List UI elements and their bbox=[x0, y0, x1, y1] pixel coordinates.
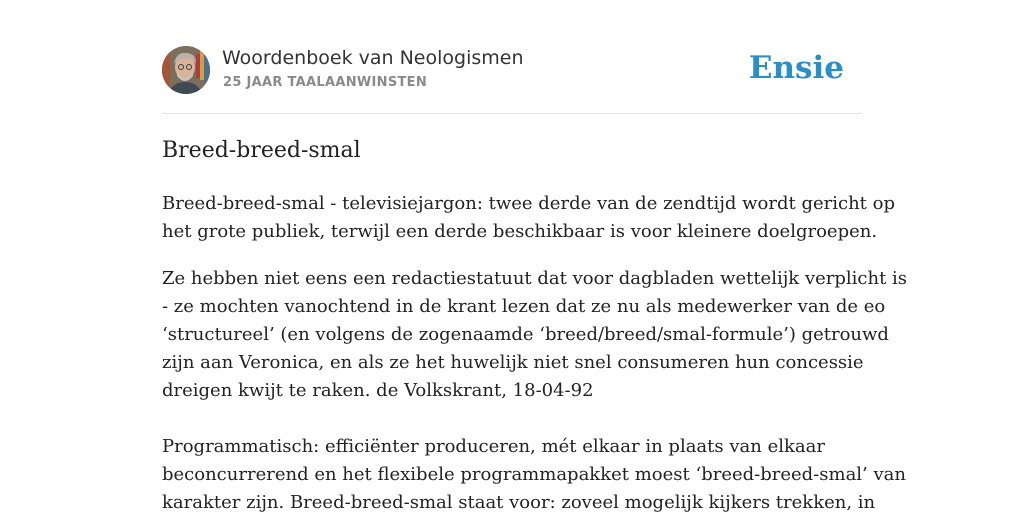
quote-line: ‘structureel’ (en volgens de zogenaamde ‘breed/breed/smal-formule’) getrouwd bbox=[162, 324, 889, 345]
author-portrait-icon bbox=[162, 46, 210, 94]
quote-line: Programmatisch: efficiënter produceren, mét elkaar in plaats van elkaar bbox=[162, 436, 825, 457]
quote-line: zijn aan Veronica, en als ze het huwelijk niet snel consumeren hun concessie bbox=[162, 352, 864, 373]
brand-logo[interactable]: Ensie bbox=[748, 50, 844, 86]
paragraph-line: Breed-breed-smal - televisiejargon: twee derde van de zendtijd wordt gericht op bbox=[162, 193, 895, 214]
definition-paragraph bbox=[162, 190, 895, 246]
quote-line: beconcurrerend en het flexibele programmapakket moest ‘breed-breed-smal’ van bbox=[162, 464, 906, 485]
quote-paragraph bbox=[162, 265, 908, 512]
quote-line: Ze hebben niet eens een redactiestatuut dat voor dagbladen wettelijk verplicht is bbox=[162, 268, 908, 289]
header-divider bbox=[162, 113, 862, 114]
line-break bbox=[162, 405, 862, 433]
article-body bbox=[162, 190, 908, 512]
site-title[interactable]: Woordenboek van Neologismen bbox=[222, 47, 524, 69]
quote-line: karakter zijn. Breed-breed-smal staat voor: zoveel mogelijk kijkers trekken, in bbox=[162, 492, 876, 512]
avatar[interactable] bbox=[162, 46, 210, 94]
header bbox=[162, 46, 862, 96]
quote-line: - ze mochten vanochtend in de krant lezen dat ze nu als medewerker van de eo bbox=[162, 296, 886, 317]
article-title: Breed-breed-smal bbox=[162, 138, 361, 163]
paragraph-line: het grote publiek, terwijl een derde beschikbaar is voor kleinere doelgroepen. bbox=[162, 221, 878, 242]
quote-line: dreigen kwijt te raken. de Volkskrant, 18-04-92 bbox=[162, 380, 594, 401]
site-subtitle: 25 JAAR TAALAANWINSTEN bbox=[223, 75, 428, 90]
